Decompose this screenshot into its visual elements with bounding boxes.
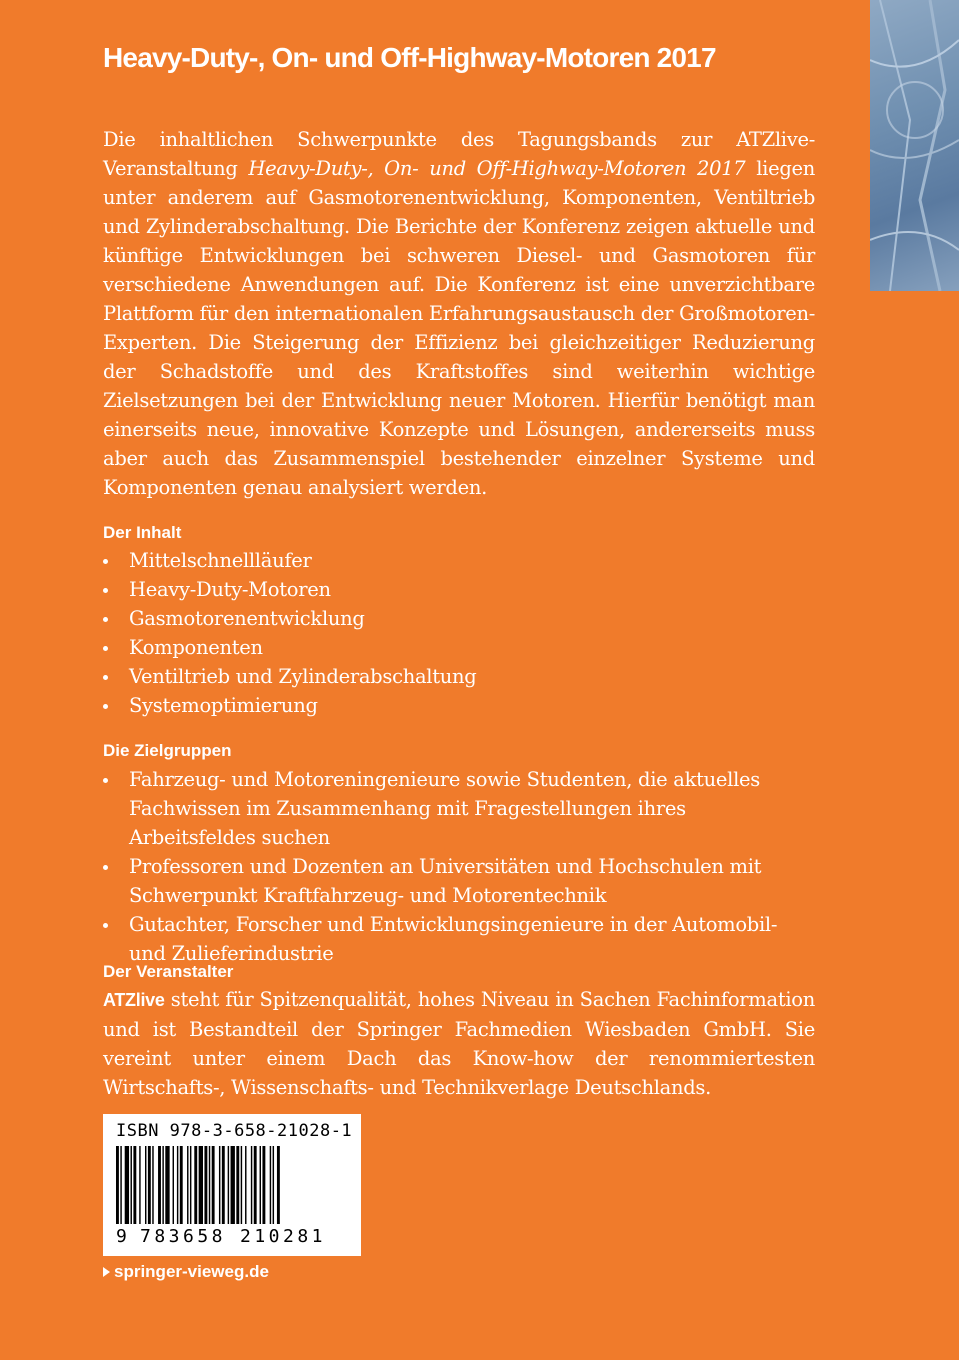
barcode-bar bbox=[270, 1146, 271, 1224]
barcode-bar bbox=[180, 1146, 183, 1224]
cover-photo-texture bbox=[870, 0, 959, 291]
barcode-bar bbox=[228, 1146, 229, 1224]
barcode-bar bbox=[190, 1146, 191, 1224]
barcode-digit-first: 9 bbox=[116, 1226, 127, 1247]
isbn-barcode bbox=[103, 1114, 361, 1256]
list-item: Fahrzeug- und Motoreningenieure sowie Studenten, die aktuelles Fachwissen im Zusammenhang mit Fragestellungen ihres Arbeitsfeldes suchen bbox=[103, 765, 815, 852]
barcode-bar bbox=[277, 1146, 280, 1224]
list-item: Heavy-Duty-Motoren bbox=[103, 575, 815, 604]
barcode-bar bbox=[273, 1146, 274, 1224]
book-title: Heavy-Duty-, On- und Off-Highway-Motoren 2017 bbox=[103, 42, 716, 73]
intro-paragraph bbox=[103, 125, 815, 502]
list-item: Gutachter, Forscher und Entwicklungsingenieure in der Automobil- und Zulieferindustrie bbox=[103, 910, 815, 968]
barcode-bar bbox=[245, 1146, 246, 1224]
atzlive-brand: ATZlive bbox=[103, 990, 165, 1010]
contents-list bbox=[103, 546, 815, 720]
barcode-bar bbox=[152, 1146, 153, 1224]
organizer-heading: Der Veranstalter bbox=[103, 962, 234, 981]
barcode-bar bbox=[158, 1146, 161, 1224]
barcode-bar bbox=[236, 1146, 239, 1224]
list-item: Systemoptimierung bbox=[103, 691, 815, 720]
barcode-bar bbox=[148, 1146, 151, 1224]
audience-heading: Die Zielgruppen bbox=[103, 741, 232, 760]
website-link[interactable] bbox=[103, 1262, 269, 1282]
organizer-text: steht für Spitzenqualität, hohes Niveau in Sachen Fachinformation und ist Bestandteil der Springer Fachmedien Wiesbaden GmbH. Sie vereint unter einem Dach das Know-how der renommiertesten Wirtschafts-, Wissenschafts- und Technikverlage Deutschlands. bbox=[103, 988, 815, 1099]
barcode-bar bbox=[251, 1146, 252, 1224]
list-item: Ventiltrieb und Zylinderabschaltung bbox=[103, 662, 815, 691]
arrow-right-icon bbox=[103, 1267, 110, 1277]
barcode-bar bbox=[241, 1146, 242, 1224]
barcode-bar bbox=[222, 1146, 225, 1224]
barcode-bar bbox=[187, 1146, 188, 1224]
list-item: Mittelschnellläufer bbox=[103, 546, 815, 575]
barcode-digits-right: 210281 bbox=[240, 1226, 327, 1247]
cover-photo-strip bbox=[870, 0, 959, 291]
intro-text-rest: liegen unter anderem auf Gasmotorenentwicklung, Komponenten, Ventiltrieb und Zylinderabschaltung. Die Berichte der Konferenz zeigen aktuelle und künftige Entwicklungen bei schweren Diesel- und Gasmotoren für verschiedene Anwendungen auf. Die Konferenz ist eine unverzichtbare Plattform für den internationalen Erfahrungsaustausch der Großmotoren-Experten. Die Steigerung der Effizienz bei gleichzeitiger Reduzierung der Schadstoffe und des Kraftstoffes sind weiterhin wichtige Zielsetzungen bei der Entwicklung neuer Motoren. Hierfür benötigt man einerseits neue, innovative Konzepte und Lösungen, andererseits muss aber auch das Zusammenspiel bestehender einzelner Systeme und Komponenten genau analysiert werden. bbox=[103, 157, 815, 499]
barcode-bar bbox=[209, 1146, 210, 1224]
list-item: Gasmotorenentwicklung bbox=[103, 604, 815, 633]
intro-text-start: Die inhaltlichen Schwerpunkte des Tagungsbands zur ATZlive-Veranstaltung bbox=[103, 128, 815, 180]
barcode-bar bbox=[262, 1146, 265, 1224]
website-text: springer-vieweg.de bbox=[114, 1262, 269, 1281]
barcode-bar bbox=[116, 1146, 119, 1224]
barcode-digits-left: 783658 bbox=[140, 1226, 227, 1247]
isbn-number: ISBN 978-3-658-21028-1 bbox=[116, 1121, 353, 1141]
audience-list bbox=[103, 765, 815, 968]
event-title-italic: Heavy-Duty-, On- und Off-Highway-Motoren 2017 bbox=[248, 157, 746, 180]
barcode-bar bbox=[173, 1146, 174, 1224]
barcode-bar bbox=[131, 1146, 132, 1224]
barcode-bar bbox=[260, 1146, 261, 1224]
contents-heading: Der Inhalt bbox=[103, 523, 182, 542]
barcode-bar bbox=[133, 1146, 136, 1224]
barcode-bar bbox=[194, 1146, 197, 1224]
organizer-paragraph bbox=[103, 985, 815, 1102]
list-item: Komponenten bbox=[103, 633, 815, 662]
barcode-bar bbox=[204, 1146, 207, 1224]
barcode-bar bbox=[199, 1146, 203, 1224]
barcode-bar bbox=[139, 1146, 140, 1224]
barcode-bar bbox=[177, 1146, 178, 1224]
barcode-bar bbox=[212, 1146, 215, 1224]
barcode-bars bbox=[116, 1146, 348, 1228]
barcode-bar bbox=[162, 1146, 163, 1224]
barcode-bar bbox=[145, 1146, 146, 1224]
barcode-bar bbox=[125, 1146, 129, 1224]
barcode-bar bbox=[231, 1146, 235, 1224]
barcode-bar bbox=[219, 1146, 220, 1224]
barcode-bar bbox=[165, 1146, 169, 1224]
barcode-bar bbox=[254, 1146, 257, 1224]
barcode-bar bbox=[120, 1146, 121, 1224]
list-item: Professoren und Dozenten an Universitäten und Hochschulen mit Schwerpunkt Kraftfahrzeug- und Motorentechnik bbox=[103, 852, 815, 910]
